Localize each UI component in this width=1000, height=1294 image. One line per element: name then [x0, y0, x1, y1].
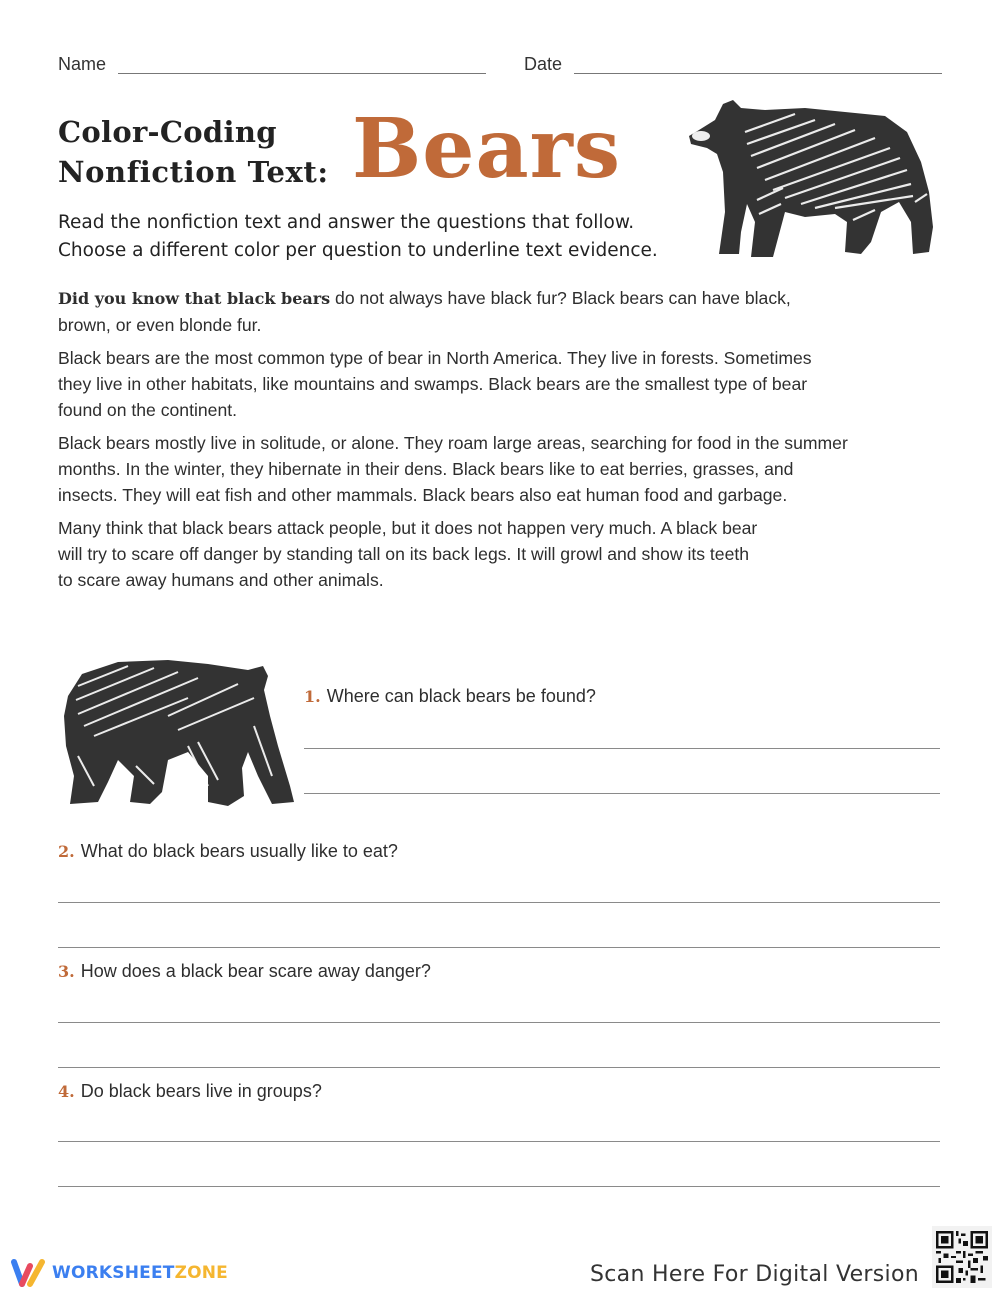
paragraph-3: Black bears mostly live in solitude, or alone. They roam large areas, searching for food in the summer months. In the winter, they hibernate in their dens. Black bears like to eat berries, grasses, and insects. They will eat fish and other mammals. Black bears also eat human food and garbage.: [58, 433, 848, 505]
answer-line-4a[interactable]: [58, 1141, 940, 1142]
answer-line-1b[interactable]: [304, 793, 940, 794]
paragraph-1-text: do not always have black fur? Black bears can have black, brown, or even blonde fur.: [58, 288, 791, 335]
instructions-line-1: Read the nonfiction text and answer the questions that follow.: [58, 212, 635, 233]
question-4: [58, 1081, 322, 1102]
question-2-number: 2.: [58, 842, 75, 861]
name-field[interactable]: [118, 73, 486, 74]
name-date-row: [58, 54, 942, 78]
answer-line-2a[interactable]: [58, 902, 940, 903]
paragraph-1-lead: Did you know that black bears: [58, 289, 331, 308]
question-3: [58, 961, 431, 982]
question-1-number: 1.: [304, 687, 321, 706]
question-2-text: What do black bears usually like to eat?: [80, 841, 398, 861]
page-title: [58, 112, 329, 192]
paragraph-2: Black bears are the most common type of bear in North America. They live in forests. Sometimes they live in other habitats, like mountains and swamps. Black bears are the smallest type of bear found on the continent.: [58, 348, 812, 420]
answer-line-3b[interactable]: [58, 1067, 940, 1068]
name-label: Name: [58, 54, 107, 74]
bear-standing-icon: [685, 92, 940, 262]
question-2: [58, 841, 398, 862]
title-topic: Bears: [352, 101, 621, 197]
answer-line-1a[interactable]: [304, 748, 940, 749]
nonfiction-passage: [58, 285, 848, 600]
instructions: [58, 209, 658, 265]
qr-code-icon[interactable]: [932, 1226, 992, 1288]
brand-worksheet: WORKSHEET: [52, 1263, 175, 1283]
bear-walking-icon: [58, 656, 296, 811]
question-1-text: Where can black bears be found?: [326, 686, 596, 706]
scan-text: Scan Here For Digital Version: [590, 1262, 919, 1287]
worksheetzone-logo-icon: [10, 1258, 46, 1288]
answer-line-3a[interactable]: [58, 1022, 940, 1023]
question-3-number: 3.: [58, 962, 75, 981]
date-label: Date: [524, 54, 563, 74]
question-4-number: 4.: [58, 1082, 75, 1101]
title-line-2: Nonfiction Text:: [58, 155, 329, 189]
answer-line-4b[interactable]: [58, 1186, 940, 1187]
title-line-1: Color-Coding: [58, 115, 277, 149]
question-4-text: Do black bears live in groups?: [80, 1081, 322, 1101]
instructions-line-2: Choose a different color per question to underline text evidence.: [58, 240, 658, 261]
date-field[interactable]: [574, 73, 942, 74]
brand-zone: ZONE: [174, 1263, 228, 1283]
question-1: [304, 686, 596, 707]
paragraph-1: [58, 285, 848, 338]
answer-line-2b[interactable]: [58, 947, 940, 948]
paragraph-4: Many think that black bears attack people, but it does not happen very much. A black bear will try to scare off danger by standing tall on its back legs. It will growl and show its teeth to scare away humans and other animals.: [58, 518, 758, 590]
worksheetzone-logo[interactable]: [10, 1258, 228, 1288]
question-3-text: How does a black bear scare away danger?: [80, 961, 431, 981]
